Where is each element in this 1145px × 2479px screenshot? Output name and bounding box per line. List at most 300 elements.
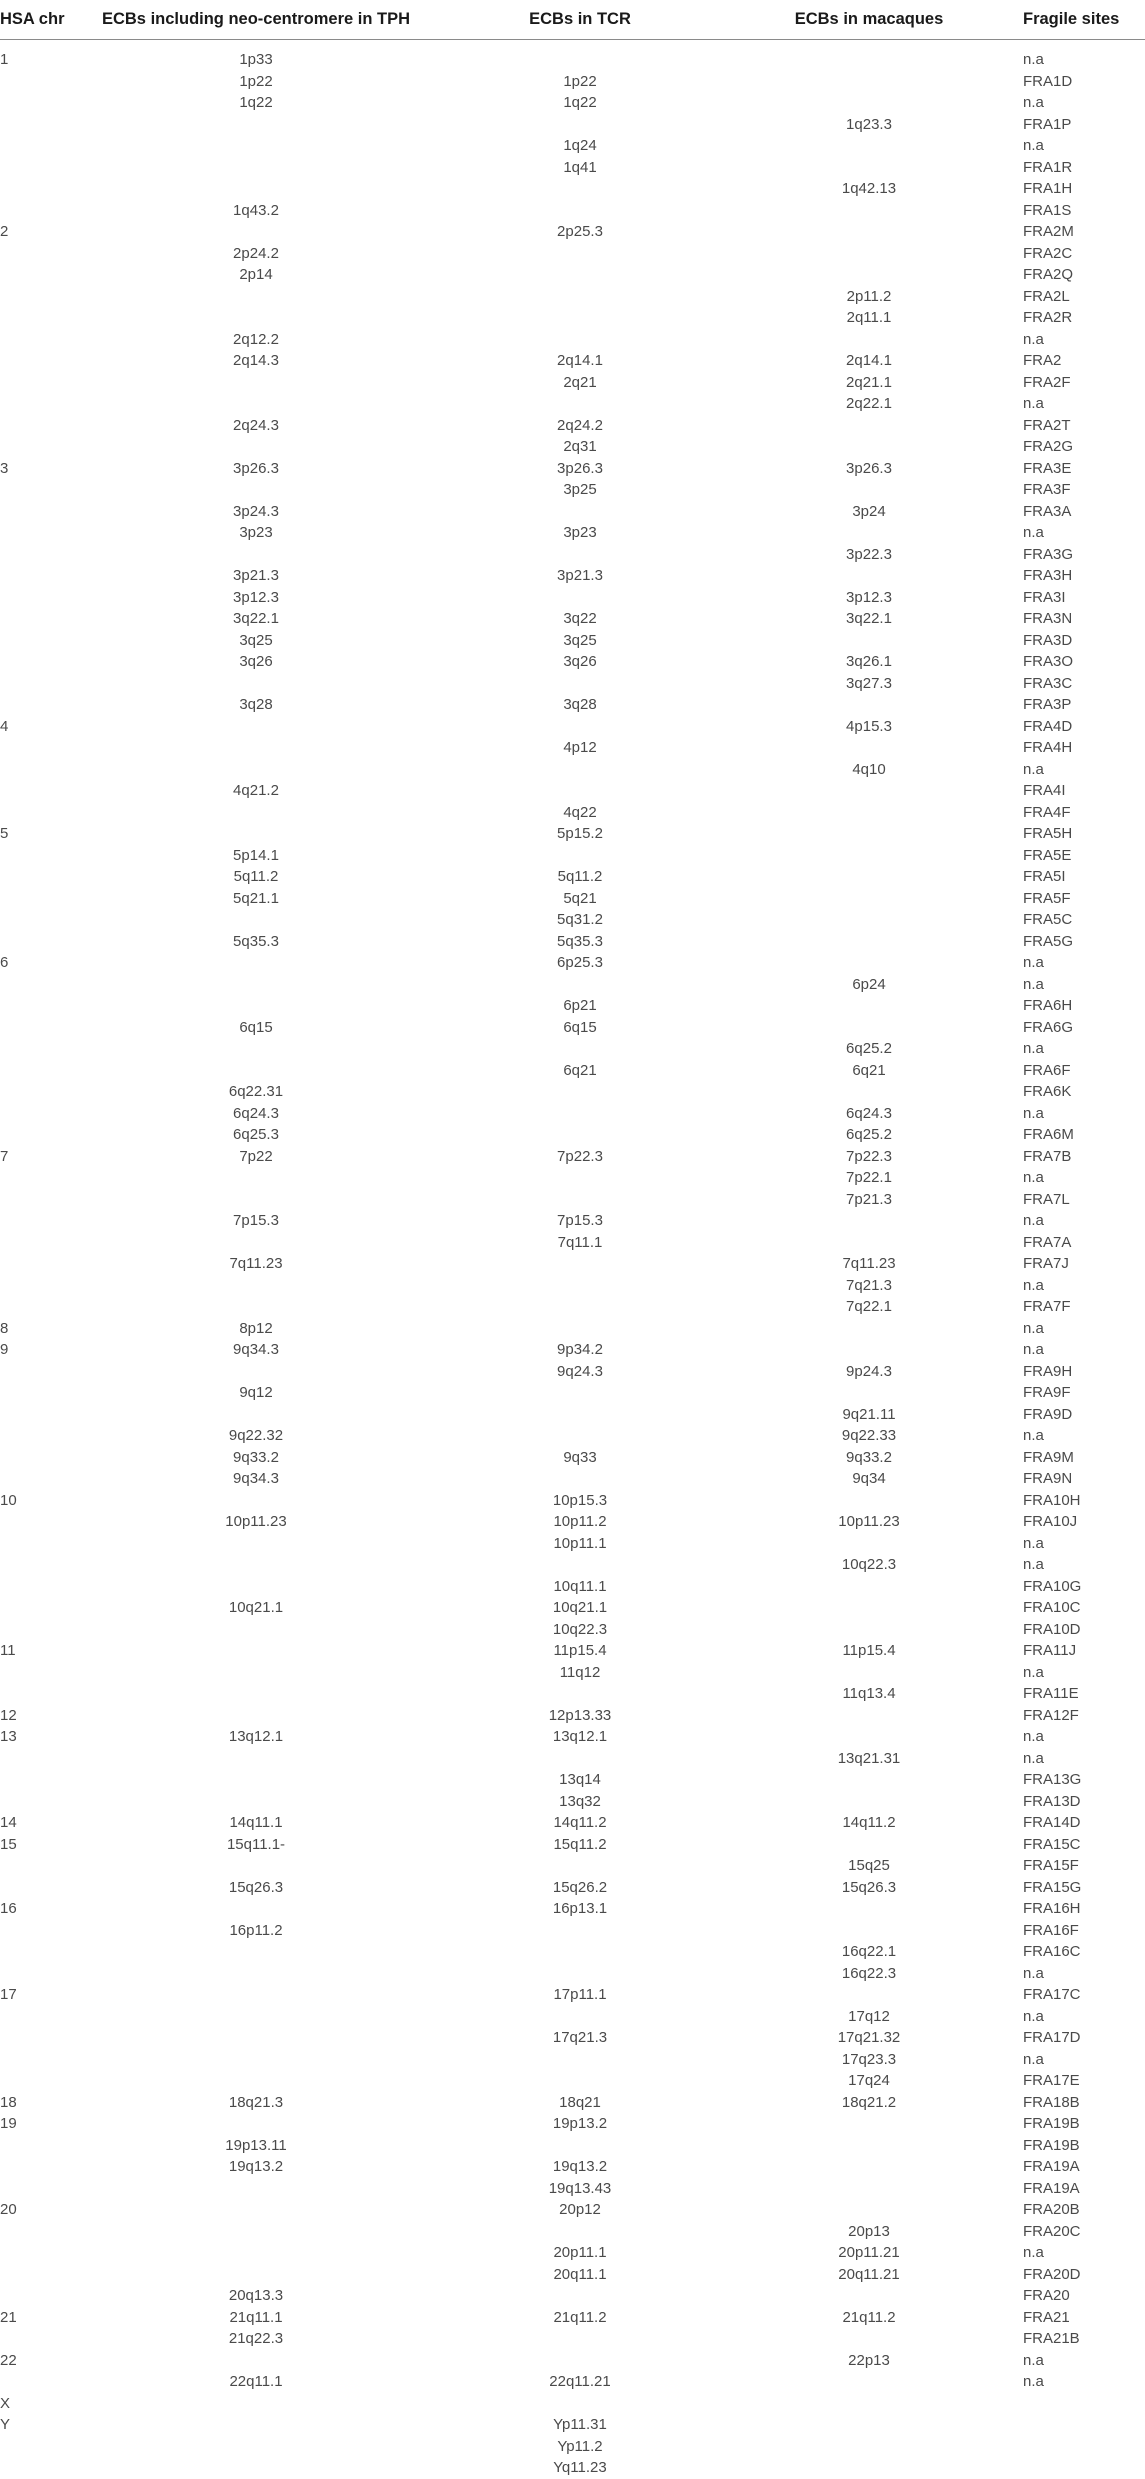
cell-fragile-site: FRA13D (1023, 1792, 1081, 1810)
cell-fragile-site: FRA12F (1023, 1706, 1079, 1724)
cell-fragile-site: n.a (1023, 760, 1044, 778)
cell-fragile-site: FRA5G (1023, 932, 1074, 950)
table-row (0, 2070, 1145, 2092)
table-row (0, 866, 1145, 888)
cell-fragile-site: n.a (1023, 1663, 1044, 1681)
cell-ecb-tph: 8p12 (239, 1319, 273, 1337)
table-row (0, 1468, 1145, 1490)
table-row (0, 1382, 1145, 1404)
table-row (0, 1683, 1145, 1705)
cell-ecb-tcr: 19q13.43 (548, 2179, 612, 2197)
table-row (0, 888, 1145, 910)
cell-fragile-site: FRA19B (1023, 2115, 1080, 2132)
cell-ecb-tph: 9q12 (239, 1384, 273, 1401)
cell-hsa-chr (0, 307, 70, 329)
cell-ecb-tcr (442, 1318, 718, 1340)
cell-fragile-site: n.a (1023, 1964, 1044, 1982)
cell-hsa-chr: 2 (0, 223, 9, 240)
cell-ecb-tph (70, 1855, 442, 1877)
cell-ecb-macaques (718, 952, 1020, 974)
cell-ecb-macaques: 17q12 (848, 2007, 890, 2025)
cell-ecb-macaques: 9q34 (852, 1470, 886, 1487)
cell-hsa-chr (0, 2264, 70, 2286)
cell-ecb-tcr (442, 1167, 718, 1189)
cell-fragile-site: FRA10J (1023, 1513, 1078, 1530)
table-row (0, 1984, 1145, 2006)
cell-hsa-chr: 18 (0, 2093, 17, 2111)
cell-ecb-tcr (442, 716, 718, 738)
cell-ecb-macaques: 3q22.1 (846, 610, 892, 627)
cell-ecb-tph: 7p22 (239, 1147, 273, 1165)
cell-ecb-macaques: 10p11.23 (838, 1513, 900, 1530)
cell-ecb-macaques: 6q21 (852, 1061, 886, 1079)
cell-fragile-site: FRA3F (1023, 481, 1071, 498)
cell-fragile-site: FRA7J (1023, 1255, 1069, 1272)
cell-fragile-site: FRA5F (1023, 889, 1071, 907)
cell-hsa-chr (0, 92, 70, 114)
cell-hsa-chr (0, 286, 70, 308)
cell-fragile-site (1020, 2414, 1145, 2436)
cell-fragile-site: n.a (1023, 2007, 1044, 2025)
cell-ecb-tph: 6q24.3 (233, 1104, 279, 1122)
cell-ecb-tph (70, 737, 442, 759)
cell-ecb-tcr: 1q22 (563, 94, 597, 111)
cell-ecb-tph (70, 2113, 442, 2135)
cell-ecb-tph: 7q11.23 (229, 1255, 283, 1272)
cell-hsa-chr (0, 1748, 70, 1770)
cell-ecb-tph (70, 1576, 442, 1598)
cell-ecb-tph (70, 1640, 442, 1662)
cell-ecb-macaques (718, 329, 1020, 351)
cell-ecb-tcr (442, 2285, 718, 2307)
cell-hsa-chr (0, 866, 70, 888)
table-row (0, 1081, 1145, 1103)
cell-ecb-macaques: 15q26.3 (841, 1878, 897, 1896)
cell-ecb-tph (70, 221, 442, 243)
table-row (0, 1554, 1145, 1576)
cell-fragile-site: n.a (1023, 330, 1044, 348)
cell-fragile-site: FRA2 (1023, 352, 1062, 369)
cell-fragile-site: FRA3D (1023, 631, 1073, 649)
cell-ecb-tcr: 11q12 (559, 1663, 601, 1681)
cell-ecb-tcr (442, 974, 718, 996)
cell-fragile-site: FRA7L (1023, 1190, 1070, 1208)
cell-hsa-chr: 9 (0, 1341, 9, 1358)
cell-ecb-macaques: 2q11.1 (846, 309, 892, 326)
cell-ecb-tph: 9q34.3 (233, 1341, 279, 1358)
cell-ecb-tcr: 7q11.1 (557, 1233, 603, 1251)
cell-fragile-site: n.a (1023, 524, 1044, 541)
cell-ecb-tph: 9q33.2 (233, 1448, 279, 1466)
cell-ecb-macaques (718, 1210, 1020, 1232)
cell-hsa-chr (0, 2328, 70, 2350)
header-ecbs-tph: ECBs including neo-centromere in TPH (70, 0, 442, 40)
cell-ecb-tph: 1q43.2 (233, 201, 279, 219)
cell-ecb-macaques (718, 802, 1020, 824)
cell-fragile-site: FRA9N (1023, 1470, 1073, 1487)
cell-fragile-site: FRA15G (1023, 1878, 1082, 1896)
cell-fragile-site: n.a (1023, 1341, 1044, 1358)
cell-ecb-tcr: 2p25.3 (557, 223, 603, 240)
cell-ecb-tcr (442, 1124, 718, 1146)
cell-ecb-tcr (442, 1404, 718, 1426)
cell-hsa-chr (0, 1253, 70, 1275)
table-row (0, 393, 1145, 415)
cell-ecb-tcr: 13q12.1 (552, 1728, 608, 1745)
cell-hsa-chr (0, 1404, 70, 1426)
cell-ecb-tph: 19p13.11 (225, 2136, 287, 2154)
cell-hsa-chr: 11 (0, 1642, 16, 1659)
cell-ecb-tph: 6q22.31 (228, 1083, 284, 1100)
cell-hsa-chr (0, 587, 70, 609)
cell-fragile-site: n.a (1023, 1319, 1044, 1337)
cell-hsa-chr (0, 694, 70, 716)
table-row (0, 1576, 1145, 1598)
cell-hsa-chr (0, 1167, 70, 1189)
cell-fragile-site: FRA1H (1023, 180, 1073, 197)
table-row (0, 2092, 1145, 2114)
spacer-row (0, 40, 1145, 50)
table-row (0, 995, 1145, 1017)
cell-fragile-site: n.a (1023, 1534, 1044, 1552)
cell-hsa-chr (0, 393, 70, 415)
cell-ecb-macaques: 9p24.3 (846, 1362, 892, 1380)
cell-ecb-tcr (442, 2135, 718, 2157)
cell-ecb-tcr (442, 587, 718, 609)
table-row (0, 737, 1145, 759)
cell-ecb-tcr (442, 1941, 718, 1963)
cell-ecb-macaques (718, 1597, 1020, 1619)
cell-ecb-macaques: 20p13 (848, 2222, 890, 2240)
table-row (0, 436, 1145, 458)
cell-ecb-tcr: 3q26 (563, 653, 597, 670)
cell-ecb-macaques: 3p24 (852, 502, 886, 520)
table-row (0, 1296, 1145, 1318)
table-row (0, 1855, 1145, 1877)
cell-ecb-tcr: 7p22.3 (557, 1147, 603, 1165)
cell-ecb-macaques (718, 845, 1020, 867)
cell-hsa-chr (0, 1232, 70, 1254)
cell-hsa-chr (0, 780, 70, 802)
cell-ecb-tph: 3p23 (239, 524, 273, 541)
cell-ecb-macaques (718, 780, 1020, 802)
cell-fragile-site: FRA5E (1023, 846, 1072, 864)
cell-fragile-site: FRA20C (1023, 2222, 1081, 2240)
cell-ecb-macaques (718, 243, 1020, 265)
cell-fragile-site: FRA2T (1023, 416, 1071, 434)
cell-ecb-macaques (718, 1017, 1020, 1039)
cell-ecb-tcr: 10q11.1 (553, 1577, 607, 1595)
cell-ecb-macaques (718, 1662, 1020, 1684)
cell-ecb-macaques: 4q10 (852, 760, 886, 778)
cell-ecb-macaques (718, 823, 1020, 845)
cell-ecb-tph (70, 1963, 442, 1985)
table-row (0, 329, 1145, 351)
cell-fragile-site: FRA17D (1023, 2029, 1081, 2046)
cell-ecb-macaques: 21q11.2 (842, 2308, 896, 2326)
cell-ecb-tcr (442, 2049, 718, 2071)
cell-ecb-tcr: 3q25 (563, 631, 597, 649)
table-row (0, 92, 1145, 114)
cell-ecb-tcr (442, 759, 718, 781)
table-row (0, 2328, 1145, 2350)
table-row (0, 2135, 1145, 2157)
cell-hsa-chr (0, 501, 70, 523)
cell-ecb-tcr: 5q11.2 (557, 868, 603, 885)
cell-fragile-site: FRA3P (1023, 696, 1072, 713)
cell-ecb-macaques (718, 931, 1020, 953)
cell-ecb-macaques (718, 2436, 1020, 2458)
cell-ecb-tcr: 11p15.4 (553, 1642, 607, 1659)
cell-ecb-tcr (442, 1683, 718, 1705)
cell-ecb-macaques (718, 479, 1020, 501)
table-row (0, 1361, 1145, 1383)
cell-fragile-site: FRA3H (1023, 567, 1073, 584)
cell-ecb-tph (70, 1791, 442, 1813)
table-row (0, 1425, 1145, 1447)
cell-ecb-tcr: 20p11.1 (553, 2244, 607, 2261)
cell-ecb-macaques (718, 1898, 1020, 1920)
cell-ecb-macaques (718, 1791, 1020, 1813)
table-row (0, 1963, 1145, 1985)
cell-ecb-tcr (442, 1103, 718, 1125)
cell-fragile-site: FRA10C (1023, 1599, 1081, 1616)
cell-fragile-site: n.a (1023, 1212, 1044, 1229)
cell-fragile-site: FRA19A (1023, 2179, 1080, 2197)
cell-ecb-tcr: 2q24.2 (557, 416, 603, 434)
cell-fragile-site: n.a (1023, 395, 1044, 412)
cell-ecb-tcr: 3p23 (563, 524, 597, 541)
cell-ecb-macaques (718, 2285, 1020, 2307)
cell-ecb-macaques (718, 1382, 1020, 1404)
table-row (0, 2006, 1145, 2028)
table-row (0, 2393, 1145, 2415)
cell-hsa-chr (0, 1791, 70, 1813)
cell-ecb-tcr: 10p15.3 (552, 1491, 608, 1509)
table-row (0, 1189, 1145, 1211)
cell-ecb-tcr (442, 2221, 718, 2243)
cell-ecb-macaques (718, 1619, 1020, 1641)
cell-ecb-tph (70, 673, 442, 695)
cell-ecb-tph (70, 1167, 442, 1189)
cell-fragile-site: FRA1S (1023, 201, 1072, 219)
table-row (0, 2113, 1145, 2135)
cell-ecb-tcr: 20p12 (559, 2201, 601, 2218)
cell-ecb-tcr: 3q28 (563, 696, 597, 713)
cell-fragile-site: FRA9H (1023, 1362, 1073, 1380)
cell-ecb-tcr: 5q35.3 (557, 932, 603, 950)
cell-ecb-macaques: 17q21.32 (837, 2029, 901, 2046)
cell-ecb-tcr (442, 1275, 718, 1297)
cell-hsa-chr (0, 544, 70, 566)
cell-fragile-site: FRA3E (1023, 459, 1072, 477)
cell-hsa-chr (0, 802, 70, 824)
cell-hsa-chr: 4 (0, 717, 9, 735)
cell-ecb-tph (70, 2006, 442, 2028)
cell-ecb-tcr: 10q22.3 (552, 1620, 608, 1638)
cell-fragile-site: FRA1D (1023, 72, 1073, 90)
cell-ecb-macaques: 20q11.21 (838, 2265, 900, 2283)
cell-fragile-site: n.a (1023, 2050, 1044, 2068)
cell-ecb-tph (70, 2242, 442, 2264)
cell-ecb-macaques (718, 2414, 1020, 2436)
cell-hsa-chr: 3 (0, 459, 9, 477)
cell-hsa-chr (0, 2285, 70, 2307)
cell-fragile-site: n.a (1023, 1749, 1044, 1767)
cell-ecb-tph: 2p14 (239, 266, 273, 283)
table-row (0, 759, 1145, 781)
cell-fragile-site: FRA6F (1023, 1061, 1071, 1079)
cell-ecb-tph: 3p21.3 (233, 567, 279, 584)
cell-fragile-site: FRA20D (1023, 2265, 1081, 2283)
cell-hsa-chr (0, 2156, 70, 2178)
table-row (0, 2049, 1145, 2071)
cell-hsa-chr (0, 479, 70, 501)
table-row (0, 1146, 1145, 1168)
cell-hsa-chr: 20 (0, 2201, 17, 2218)
cell-ecb-tph (70, 2178, 442, 2200)
cell-ecb-macaques (718, 737, 1020, 759)
cell-ecb-macaques (718, 2393, 1020, 2415)
cell-hsa-chr (0, 1210, 70, 1232)
cell-fragile-site: FRA16F (1023, 1921, 1079, 1939)
cell-fragile-site: FRA3C (1023, 674, 1073, 692)
cell-ecb-tph: 3p24.3 (233, 502, 279, 520)
cell-hsa-chr (0, 1081, 70, 1103)
cell-hsa-chr (0, 1877, 70, 1899)
cell-ecb-macaques (718, 415, 1020, 437)
table-row (0, 2371, 1145, 2393)
cell-ecb-tcr (442, 780, 718, 802)
cell-ecb-macaques (718, 436, 1020, 458)
cell-fragile-site: n.a (1023, 2244, 1044, 2261)
table-row (0, 1511, 1145, 1533)
table-row (0, 350, 1145, 372)
table-row (0, 2178, 1145, 2200)
cell-ecb-tcr: Yp11.31 (553, 2416, 607, 2433)
table-row (0, 71, 1145, 93)
cell-fragile-site: FRA3I (1023, 588, 1066, 606)
cell-fragile-site: n.a (1023, 1427, 1044, 1444)
cell-hsa-chr (0, 1189, 70, 1211)
cell-ecb-tph: 3q25 (239, 631, 273, 649)
cell-hsa-chr (0, 1361, 70, 1383)
cell-ecb-macaques: 2q21.1 (846, 373, 892, 391)
cell-ecb-tcr (442, 264, 718, 286)
cell-hsa-chr (0, 737, 70, 759)
cell-ecb-tcr: 6p21 (563, 997, 597, 1014)
cell-ecb-macaques (718, 1726, 1020, 1748)
cell-fragile-site: FRA11J (1023, 1642, 1077, 1659)
cell-fragile-site: FRA3O (1023, 653, 1074, 670)
cell-fragile-site: n.a (1023, 1276, 1044, 1294)
cell-fragile-site: FRA6K (1023, 1083, 1072, 1100)
cell-ecb-macaques (718, 221, 1020, 243)
table-row (0, 802, 1145, 824)
cell-ecb-tcr (442, 243, 718, 265)
cell-ecb-tph (70, 1296, 442, 1318)
cell-ecb-tph (70, 1898, 442, 1920)
cell-ecb-tph (70, 307, 442, 329)
table-row (0, 114, 1145, 136)
cell-fragile-site: n.a (1023, 1169, 1044, 1186)
cell-ecb-macaques: 3p26.3 (846, 459, 892, 477)
cell-ecb-tcr: 20q11.1 (553, 2265, 607, 2283)
cell-ecb-tph: 10q21.1 (228, 1599, 284, 1616)
cell-ecb-tph: 3p26.3 (233, 459, 279, 477)
cell-ecb-tcr (442, 845, 718, 867)
table-row (0, 2199, 1145, 2221)
cell-ecb-tcr (442, 1253, 718, 1275)
cell-hsa-chr: 7 (0, 1147, 9, 1165)
cell-ecb-tcr: 13q14 (559, 1771, 601, 1788)
cell-ecb-macaques: 13q21.31 (837, 1749, 901, 1767)
cell-fragile-site: FRA2M (1023, 223, 1074, 240)
cell-ecb-tcr: 12p13.33 (548, 1706, 612, 1724)
cell-ecb-tph (70, 372, 442, 394)
cell-ecb-tph: 21q22.3 (228, 2330, 284, 2347)
cell-ecb-tph: 5q21.1 (233, 889, 279, 907)
cell-hsa-chr: 6 (0, 954, 9, 971)
cell-ecb-tcr: 17p11.1 (553, 1986, 607, 2003)
cell-ecb-macaques: 14q11.2 (842, 1814, 896, 1831)
cell-ecb-tcr (442, 2393, 718, 2415)
cell-fragile-site: n.a (1023, 94, 1044, 111)
cell-hsa-chr (0, 2027, 70, 2049)
cell-fragile-site (1020, 2436, 1145, 2458)
cell-ecb-tcr (442, 1189, 718, 1211)
cell-ecb-tph: 7p15.3 (233, 1212, 279, 1229)
cell-ecb-macaques: 4p15.3 (846, 717, 892, 735)
cell-fragile-site: FRA20B (1023, 2201, 1080, 2218)
cell-ecb-macaques: 7q22.1 (846, 1298, 892, 1315)
cell-fragile-site: FRA9D (1023, 1405, 1073, 1423)
table-row (0, 264, 1145, 286)
cell-fragile-site: FRA5H (1023, 825, 1073, 842)
cell-ecb-tph (70, 135, 442, 157)
cell-ecb-tph: 14q11.1 (229, 1814, 283, 1831)
cell-ecb-tph: 9q34.3 (233, 1470, 279, 1487)
table-row (0, 1038, 1145, 1060)
table-row (0, 1447, 1145, 1469)
cell-hsa-chr: 13 (0, 1728, 17, 1745)
cell-fragile-site: FRA6G (1023, 1018, 1074, 1036)
cell-ecb-macaques (718, 2457, 1020, 2479)
cell-ecb-tcr: Yp11.2 (557, 2437, 603, 2455)
cell-ecb-macaques: 6q25.2 (846, 1126, 892, 1143)
cell-ecb-tph: 3q26 (239, 653, 273, 670)
cell-fragile-site (1020, 2393, 1145, 2415)
cell-ecb-tph: 2q14.3 (233, 352, 279, 369)
cell-fragile-site: FRA9M (1023, 1448, 1074, 1466)
cell-ecb-macaques: 6p24 (852, 975, 886, 993)
cell-ecb-macaques (718, 2328, 1020, 2350)
cell-hsa-chr: 17 (0, 1986, 17, 2003)
cell-ecb-macaques (718, 1576, 1020, 1598)
spacer-cell (0, 40, 1145, 50)
cell-ecb-tph (70, 1232, 442, 1254)
cell-hsa-chr (0, 1103, 70, 1125)
cell-ecb-tcr: 4p12 (563, 739, 597, 756)
cell-fragile-site: FRA2L (1023, 287, 1070, 305)
cell-ecb-tcr (442, 1855, 718, 1877)
cell-ecb-tcr (442, 200, 718, 222)
cell-hsa-chr (0, 888, 70, 910)
cell-ecb-tcr: 13q32 (559, 1792, 601, 1810)
cell-hsa-chr (0, 845, 70, 867)
cell-ecb-macaques: 6q24.3 (846, 1104, 892, 1122)
table-row (0, 2156, 1145, 2178)
